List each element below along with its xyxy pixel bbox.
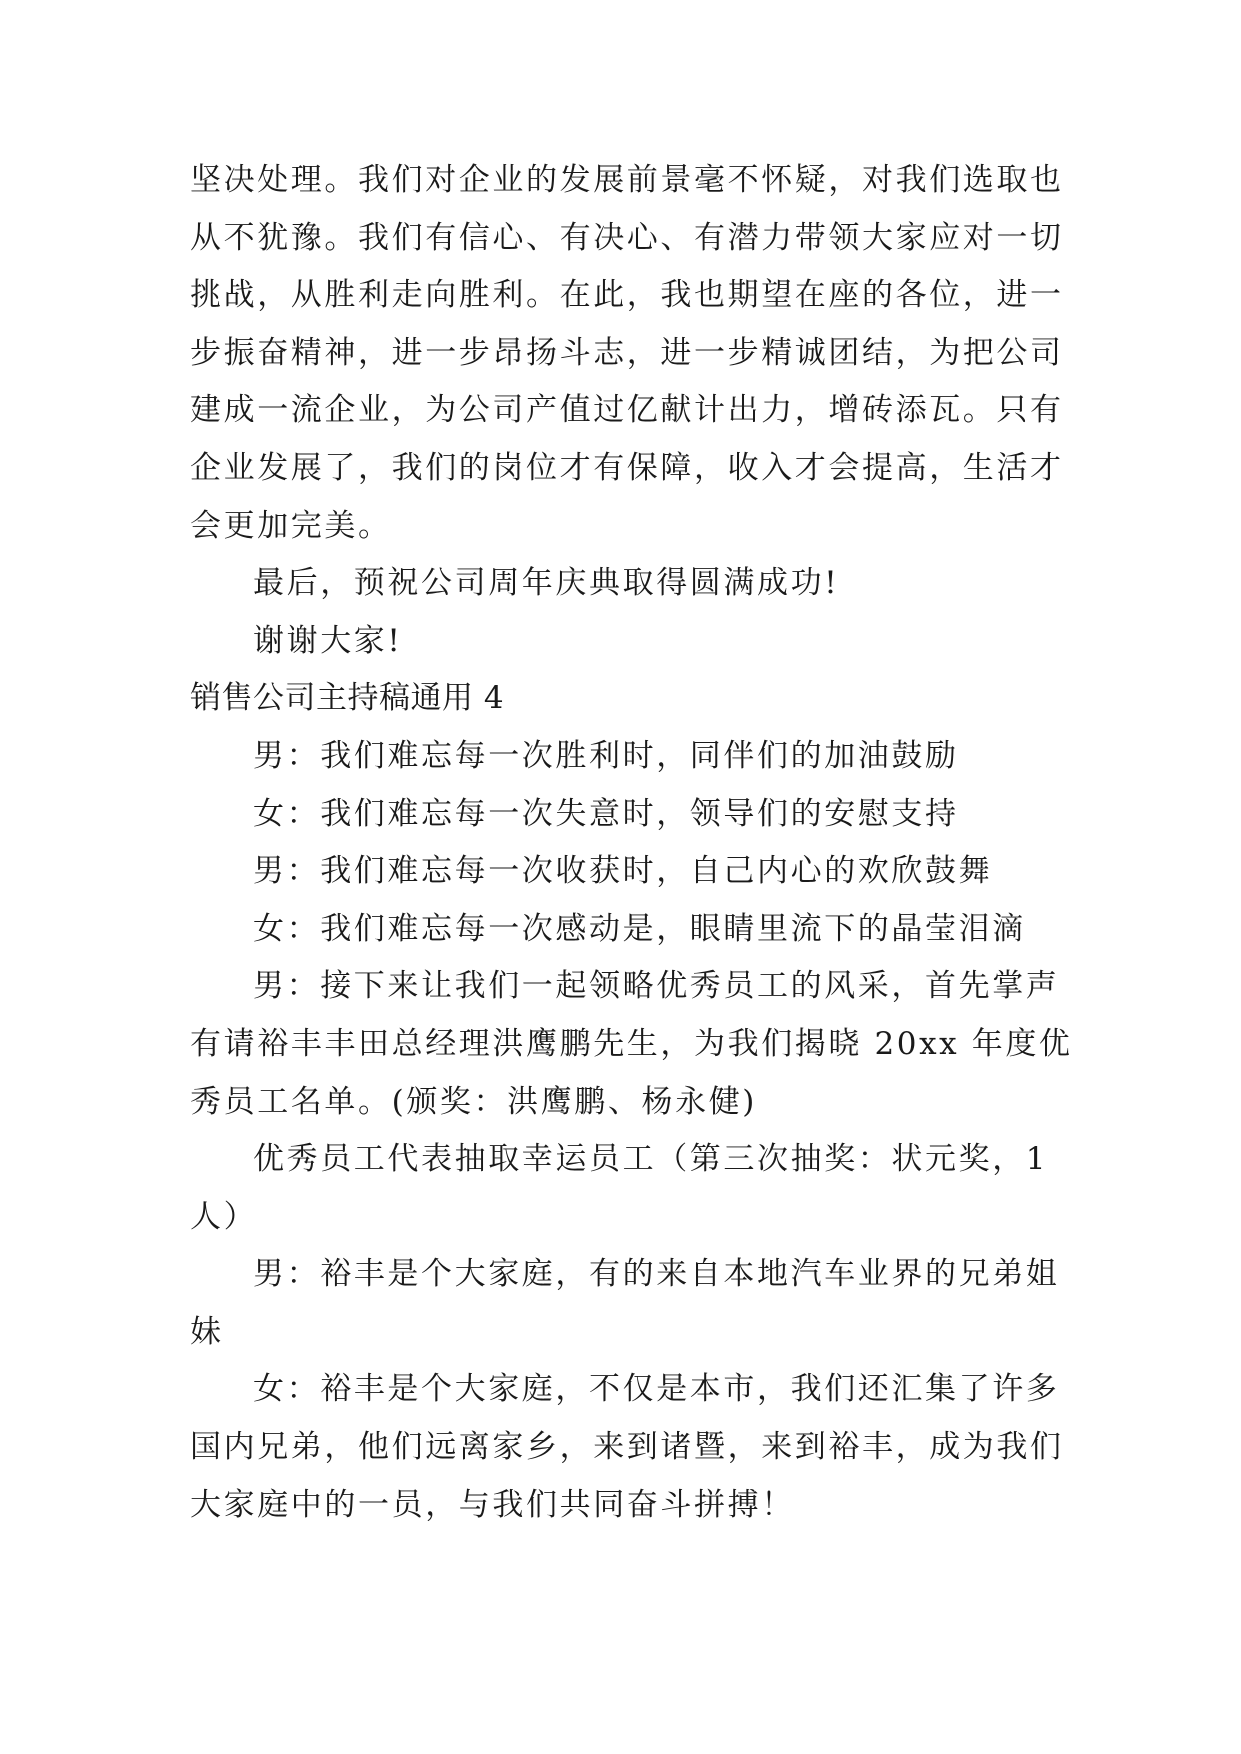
text-line: 男：接下来让我们一起领略优秀员工的风采，首先掌声 <box>253 968 1060 1005</box>
section-heading: 销售公司主持稿通用 4 <box>190 680 505 717</box>
text-line: 国内兄弟，他们远离家乡，来到诸暨，来到裕丰，成为我们 <box>190 1429 1064 1466</box>
text-line: 女：我们难忘每一次失意时，领导们的安慰支持 <box>253 795 959 832</box>
text-line: 妹 <box>190 1313 224 1350</box>
document-body <box>190 152 1073 1534</box>
text-line: 有请裕丰丰田总经理洪鹰鹏先生，为我们揭晓 20xx 年度优 <box>190 1025 1073 1062</box>
text-line: 女：裕丰是个大家庭，不仅是本市，我们还汇集了许多 <box>253 1371 1060 1408</box>
text-line: 男：我们难忘每一次收获时，自己内心的欢欣鼓舞 <box>253 853 993 890</box>
text-line: 优秀员工代表抽取幸运员工（第三次抽奖：状元奖，1 <box>253 1141 1049 1178</box>
text-line: 人） <box>190 1198 258 1235</box>
text-line: 秀员工名单。(颁奖：洪鹰鹏、杨永健) <box>190 1083 757 1120</box>
text-line: 建成一流企业，为公司产值过亿献计出力，增砖添瓦。只有 <box>190 392 1064 429</box>
text-line: 从不犹豫。我们有信心、有决心、有潜力带领大家应对一切 <box>190 219 1064 256</box>
text-line: 挑战，从胜利走向胜利。在此，我也期望在座的各位，进一 <box>190 277 1064 314</box>
text-line: 企业发展了，我们的岗位才有保障，收入才会提高，生活才 <box>190 449 1064 486</box>
text-line: 男：裕丰是个大家庭，有的来自本地汽车业界的兄弟姐 <box>253 1256 1060 1293</box>
text-line: 大家庭中的一员，与我们共同奋斗拼搏！ <box>190 1486 795 1523</box>
text-line: 女：我们难忘每一次感动是，眼睛里流下的晶莹泪滴 <box>253 910 1026 947</box>
text-line: 男：我们难忘每一次胜利时，同伴们的加油鼓励 <box>253 737 959 774</box>
text-line: 坚决处理。我们对企业的发展前景毫不怀疑，对我们选取也 <box>190 162 1064 198</box>
text-line: 会更加完美。 <box>190 507 392 544</box>
text-line: 步振奋精神，进一步昂扬斗志，进一步精诚团结，为把公司 <box>190 334 1064 371</box>
text-line: 谢谢大家! <box>253 622 403 659</box>
text-line: 最后，预祝公司周年庆典取得圆满成功! <box>253 565 840 602</box>
